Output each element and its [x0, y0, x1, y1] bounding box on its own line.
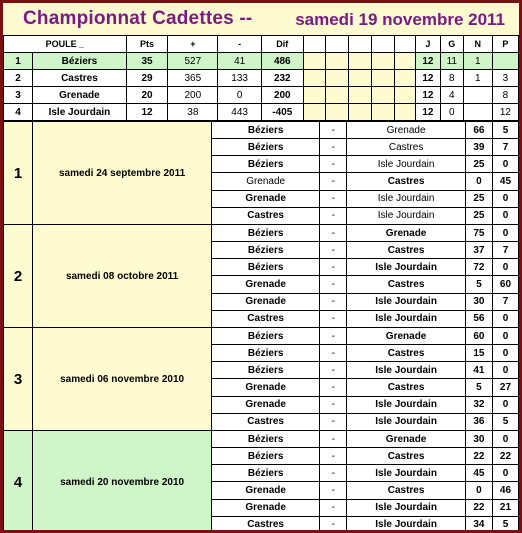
match-away-score: 0 — [492, 190, 518, 207]
match-home-team: Castres — [212, 413, 320, 430]
match-away-team: Castres — [347, 345, 466, 362]
match-away-score: 0 — [492, 362, 518, 379]
match-home-score: 22 — [465, 448, 492, 465]
match-home-score: 34 — [465, 516, 492, 530]
standings-minus: 0 — [218, 87, 262, 104]
match-home-team: Béziers — [212, 225, 320, 242]
match-away-team: Isle Jourdain — [347, 207, 466, 224]
round-number: 3 — [4, 328, 33, 431]
match-home-team: Béziers — [212, 259, 320, 276]
round-number: 2 — [4, 225, 33, 328]
match-dash: - — [320, 207, 347, 224]
match-away-team: Grenade — [347, 225, 466, 242]
match-dash: - — [320, 413, 347, 430]
match-home-team: Grenade — [212, 190, 320, 207]
match-dash: - — [320, 345, 347, 362]
match-away-team: Castres — [347, 139, 466, 156]
match-dash: - — [320, 173, 347, 190]
standings-row — [4, 87, 519, 104]
standings-dif: 200 — [261, 87, 303, 104]
match-home-team: Grenade — [212, 482, 320, 499]
match-home-team: Béziers — [212, 242, 320, 259]
match-away-team: Isle Jourdain — [347, 499, 466, 516]
empty-cell — [349, 104, 372, 121]
match-away-team: Grenade — [347, 328, 466, 345]
match-away-team: Isle Jourdain — [347, 190, 466, 207]
empty-cell — [395, 70, 416, 87]
standings-minus: 133 — [218, 70, 262, 87]
match-dash: - — [320, 259, 347, 276]
standings-header-row — [4, 36, 519, 53]
col-plus: + — [168, 36, 218, 53]
standings-pts: 20 — [126, 87, 168, 104]
standings-j: 12 — [415, 104, 440, 121]
empty-cell — [326, 53, 349, 70]
standings-p: 8 — [492, 87, 518, 104]
sheet — [3, 3, 519, 530]
match-dash: - — [320, 482, 347, 499]
schedule-table — [3, 121, 519, 530]
standings-p — [492, 53, 518, 70]
match-away-team: Castres — [347, 173, 466, 190]
match-row — [4, 225, 519, 242]
match-home-team: Grenade — [212, 499, 320, 516]
match-away-team: Isle Jourdain — [347, 516, 466, 530]
empty-cell — [349, 87, 372, 104]
page-title: Championnat Cadettes -- — [23, 8, 253, 29]
match-home-score: 22 — [465, 499, 492, 516]
match-away-score: 27 — [492, 379, 518, 396]
empty-cell — [326, 87, 349, 104]
round-number: 1 — [4, 122, 33, 225]
standings-row — [4, 53, 519, 70]
match-home-team: Béziers — [212, 345, 320, 362]
standings-row — [4, 70, 519, 87]
match-away-score: 7 — [492, 242, 518, 259]
empty-cell — [395, 53, 416, 70]
match-away-team: Isle Jourdain — [347, 156, 466, 173]
match-away-team: Isle Jourdain — [347, 310, 466, 327]
standings-minus: 443 — [218, 104, 262, 121]
match-away-team: Castres — [347, 242, 466, 259]
standings-g: 8 — [440, 70, 463, 87]
header-bar — [3, 3, 519, 35]
standings-plus: 527 — [168, 53, 218, 70]
standings-plus: 365 — [168, 70, 218, 87]
empty-cell — [372, 53, 395, 70]
standings-rank: 2 — [4, 70, 33, 87]
col-p: P — [492, 36, 518, 53]
standings-g: 4 — [440, 87, 463, 104]
match-home-score: 32 — [465, 396, 492, 413]
standings-j: 12 — [415, 53, 440, 70]
match-home-score: 66 — [465, 122, 492, 139]
match-away-score: 46 — [492, 482, 518, 499]
match-away-score: 7 — [492, 139, 518, 156]
match-away-score: 0 — [492, 259, 518, 276]
match-home-score: 60 — [465, 328, 492, 345]
standings-g: 0 — [440, 104, 463, 121]
match-row — [4, 431, 519, 448]
match-away-score: 5 — [492, 122, 518, 139]
match-home-score: 25 — [465, 207, 492, 224]
match-away-score: 0 — [492, 396, 518, 413]
col-j: J — [415, 36, 440, 53]
col-dif: Dif — [261, 36, 303, 53]
match-away-score: 21 — [492, 499, 518, 516]
match-home-team: Béziers — [212, 362, 320, 379]
match-home-team: Grenade — [212, 396, 320, 413]
match-dash: - — [320, 396, 347, 413]
standings-table — [3, 35, 519, 121]
empty-cell — [303, 53, 326, 70]
match-home-team: Grenade — [212, 379, 320, 396]
match-away-score: 60 — [492, 276, 518, 293]
match-away-score: 0 — [492, 328, 518, 345]
empty-cell — [349, 53, 372, 70]
match-dash: - — [320, 362, 347, 379]
match-away-score: 5 — [492, 516, 518, 530]
match-home-team: Béziers — [212, 122, 320, 139]
match-dash: - — [320, 122, 347, 139]
match-home-score: 5 — [465, 276, 492, 293]
match-away-team: Isle Jourdain — [347, 396, 466, 413]
match-home-score: 30 — [465, 293, 492, 310]
empty-cell — [395, 104, 416, 121]
match-row — [4, 122, 519, 139]
match-home-score: 39 — [465, 139, 492, 156]
match-away-team: Isle Jourdain — [347, 465, 466, 482]
match-dash: - — [320, 310, 347, 327]
standings-pts: 29 — [126, 70, 168, 87]
match-dash: - — [320, 499, 347, 516]
match-dash: - — [320, 242, 347, 259]
col-pts: Pts — [126, 36, 168, 53]
match-dash: - — [320, 516, 347, 530]
match-away-score: 7 — [492, 293, 518, 310]
match-home-team: Grenade — [212, 173, 320, 190]
match-home-score: 0 — [465, 173, 492, 190]
match-row — [4, 328, 519, 345]
match-home-score: 0 — [465, 482, 492, 499]
match-home-score: 25 — [465, 156, 492, 173]
standings-team: Castres — [33, 70, 127, 87]
empty-cell — [395, 87, 416, 104]
empty-cell — [349, 70, 372, 87]
match-home-team: Béziers — [212, 156, 320, 173]
page-date: samedi 19 novembre 2011 — [295, 10, 505, 29]
match-home-team: Castres — [212, 310, 320, 327]
match-home-score: 15 — [465, 345, 492, 362]
match-dash: - — [320, 276, 347, 293]
match-away-team: Castres — [347, 448, 466, 465]
match-dash: - — [320, 225, 347, 242]
match-dash: - — [320, 465, 347, 482]
match-away-score: 5 — [492, 413, 518, 430]
round-date: samedi 24 septembre 2011 — [33, 122, 212, 225]
standings-j: 12 — [415, 70, 440, 87]
round-date: samedi 20 novembre 2010 — [33, 431, 212, 531]
standings-n — [463, 87, 492, 104]
standings-n — [463, 104, 492, 121]
match-home-team: Béziers — [212, 465, 320, 482]
match-away-team: Isle Jourdain — [347, 362, 466, 379]
match-away-team: Isle Jourdain — [347, 293, 466, 310]
match-home-team: Grenade — [212, 293, 320, 310]
match-dash: - — [320, 448, 347, 465]
match-away-score: 0 — [492, 431, 518, 448]
empty-cell — [326, 104, 349, 121]
standings-plus: 38 — [168, 104, 218, 121]
match-away-score: 0 — [492, 225, 518, 242]
match-home-score: 45 — [465, 465, 492, 482]
standings-row — [4, 104, 519, 121]
standings-p: 3 — [492, 70, 518, 87]
match-away-score: 0 — [492, 156, 518, 173]
standings-rank: 4 — [4, 104, 33, 121]
match-home-score: 5 — [465, 379, 492, 396]
standings-j: 12 — [415, 87, 440, 104]
round-date: samedi 06 novembre 2010 — [33, 328, 212, 431]
match-home-score: 56 — [465, 310, 492, 327]
col-poule: POULE _ — [4, 36, 127, 53]
match-home-team: Castres — [212, 516, 320, 530]
match-away-score: 0 — [492, 345, 518, 362]
standings-g: 11 — [440, 53, 463, 70]
match-home-score: 75 — [465, 225, 492, 242]
match-away-team: Castres — [347, 482, 466, 499]
empty-cell — [372, 70, 395, 87]
match-dash: - — [320, 190, 347, 207]
match-home-team: Béziers — [212, 328, 320, 345]
round-number: 4 — [4, 431, 33, 531]
match-dash: - — [320, 431, 347, 448]
match-away-team: Castres — [347, 379, 466, 396]
match-home-score: 41 — [465, 362, 492, 379]
match-dash: - — [320, 379, 347, 396]
match-home-score: 72 — [465, 259, 492, 276]
empty-cell — [326, 70, 349, 87]
standings-plus: 200 — [168, 87, 218, 104]
match-dash: - — [320, 328, 347, 345]
match-home-team: Béziers — [212, 448, 320, 465]
standings-dif: 486 — [261, 53, 303, 70]
round-date: samedi 08 octobre 2011 — [33, 225, 212, 328]
match-home-score: 25 — [465, 190, 492, 207]
match-away-score: 0 — [492, 207, 518, 224]
match-away-team: Isle Jourdain — [347, 259, 466, 276]
match-home-team: Béziers — [212, 139, 320, 156]
match-dash: - — [320, 293, 347, 310]
match-away-team: Grenade — [347, 431, 466, 448]
standings-team: Grenade — [33, 87, 127, 104]
col-minus: - — [218, 36, 262, 53]
standings-team: Isle Jourdain — [33, 104, 127, 121]
standings-n: 1 — [463, 53, 492, 70]
standings-pts: 12 — [126, 104, 168, 121]
match-away-team: Castres — [347, 276, 466, 293]
match-away-score: 0 — [492, 465, 518, 482]
empty-cell — [303, 87, 326, 104]
standings-n: 1 — [463, 70, 492, 87]
match-away-score: 22 — [492, 448, 518, 465]
empty-cell — [303, 70, 326, 87]
standings-dif: -405 — [261, 104, 303, 121]
match-dash: - — [320, 156, 347, 173]
standings-pts: 35 — [126, 53, 168, 70]
standings-team: Béziers — [33, 53, 127, 70]
standings-rank: 3 — [4, 87, 33, 104]
col-n: N — [463, 36, 492, 53]
match-home-team: Castres — [212, 207, 320, 224]
match-home-team: Béziers — [212, 431, 320, 448]
match-away-team: Isle Jourdain — [347, 413, 466, 430]
match-away-score: 0 — [492, 310, 518, 327]
standings-dif: 232 — [261, 70, 303, 87]
empty-cell — [372, 87, 395, 104]
empty-cell — [303, 104, 326, 121]
match-home-team: Grenade — [212, 276, 320, 293]
standings-rank: 1 — [4, 53, 33, 70]
match-home-score: 37 — [465, 242, 492, 259]
standings-minus: 41 — [218, 53, 262, 70]
match-away-score: 45 — [492, 173, 518, 190]
match-home-score: 30 — [465, 431, 492, 448]
match-away-team: Grenade — [347, 122, 466, 139]
col-g: G — [440, 36, 463, 53]
match-dash: - — [320, 139, 347, 156]
empty-cell — [372, 104, 395, 121]
standings-p: 12 — [492, 104, 518, 121]
match-home-score: 36 — [465, 413, 492, 430]
